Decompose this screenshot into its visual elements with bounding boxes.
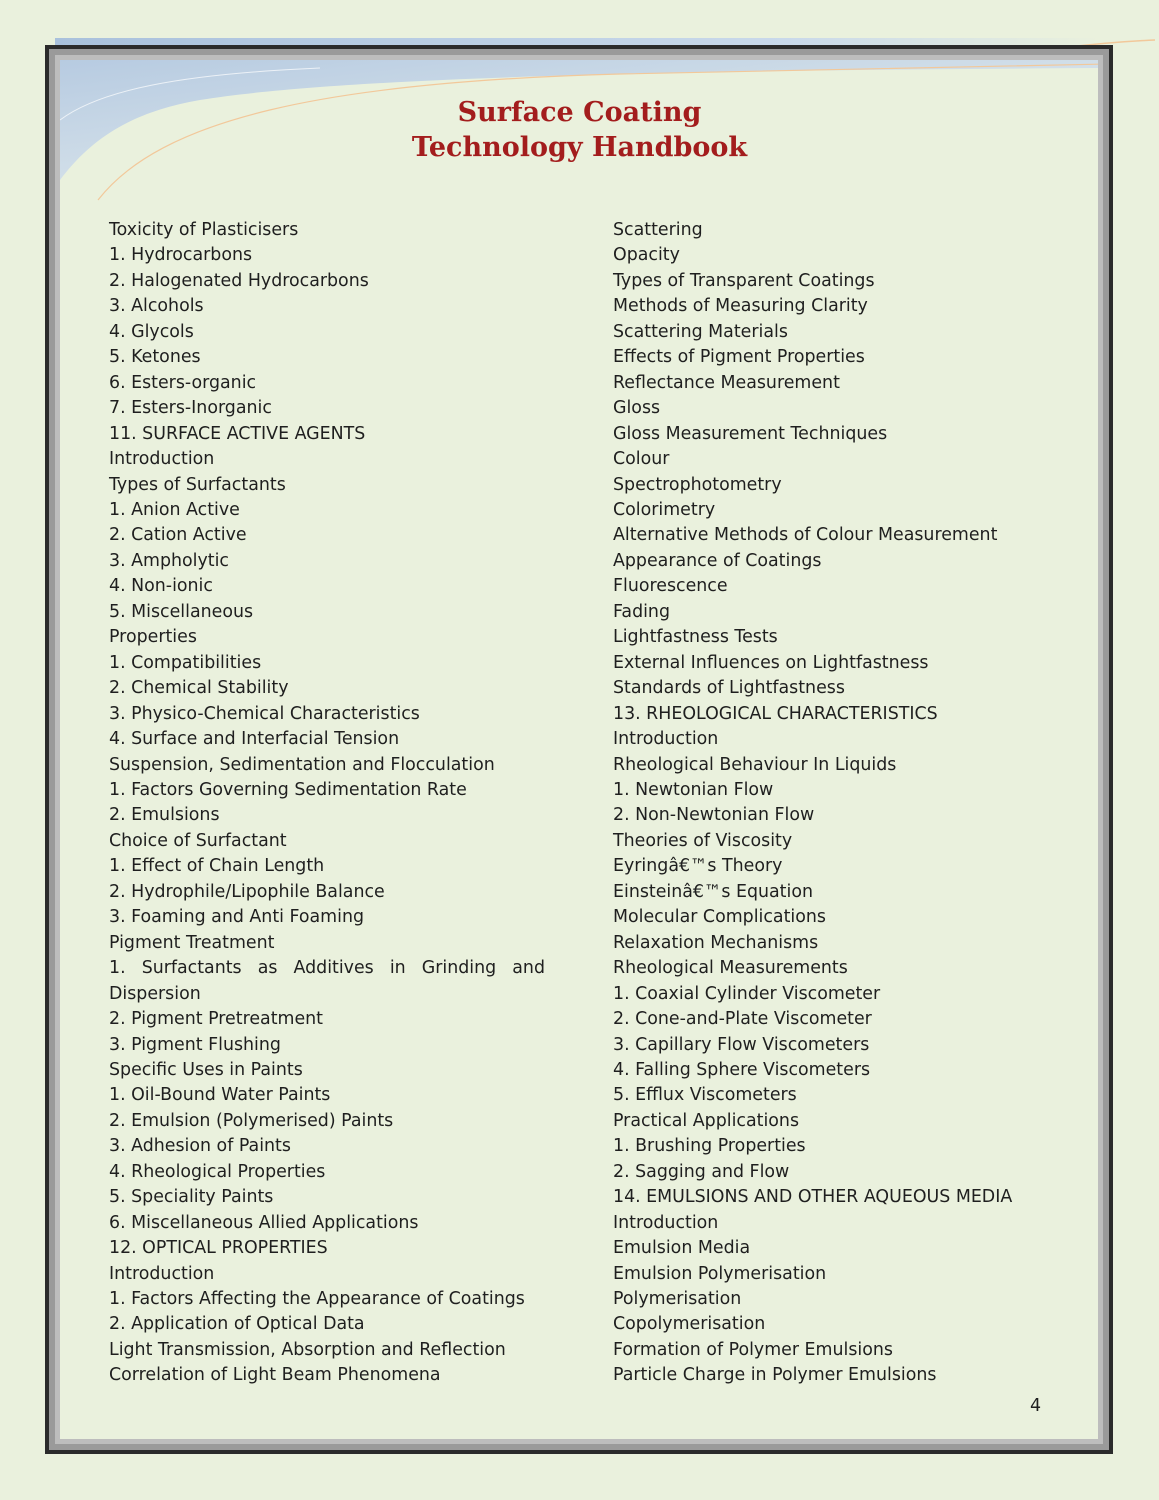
- title-line-1: Surface Coating: [457, 97, 702, 128]
- toc-entry: Suspension, Sedimentation and Flocculation: [109, 754, 495, 775]
- page-title: [0, 95, 1159, 165]
- toc-entry: 1. Effect of Chain Length: [109, 856, 325, 877]
- title-line-2: Technology Handbook: [411, 132, 748, 163]
- toc-entry: 1. Compatibilities: [109, 652, 262, 673]
- toc-entry: Toxicity of Plasticisers: [109, 220, 299, 240]
- toc-entry: 1. Coaxial Cylinder Viscometer: [613, 983, 881, 1004]
- toc-entry: 4. Surface and Interfacial Tension: [109, 729, 400, 750]
- toc-entry: Appearance of Coatings: [613, 550, 822, 571]
- toc-entry: Fading: [613, 601, 670, 622]
- toc-entry: 4. Non-ionic: [109, 576, 213, 597]
- toc-entry: Introduction: [613, 1212, 719, 1233]
- toc-entry: Properties: [109, 627, 197, 648]
- toc-entry: 5. Efflux Viscometers: [613, 1085, 797, 1106]
- toc-entry: 1. Newtonian Flow: [613, 779, 774, 800]
- toc-entry: 7. Esters-Inorganic: [109, 398, 272, 419]
- toc-entry: 2. Pigment Pretreatment: [109, 1009, 323, 1030]
- toc-entry: Copolymerisation: [613, 1314, 766, 1335]
- toc-entry: Introduction: [109, 449, 215, 470]
- toc-entry: 2. Sagging and Flow: [613, 1161, 790, 1182]
- toc-entry: 13. RHEOLOGICAL CHARACTERISTICS: [613, 703, 938, 724]
- toc-left-column: [109, 218, 545, 1389]
- toc-entry: 1. Oil-Bound Water Paints: [109, 1085, 331, 1106]
- toc-entry: Practical Applications: [613, 1110, 800, 1131]
- toc-entry: 2. Cation Active: [109, 525, 247, 546]
- toc-entry: Introduction: [613, 729, 719, 750]
- toc-entry: Colour: [613, 449, 670, 470]
- toc-entry: Opacity: [613, 245, 680, 266]
- toc-entry: 5. Ketones: [109, 347, 201, 368]
- toc-entry: Types of Surfactants: [109, 474, 286, 495]
- toc-entry: Molecular Complications: [613, 907, 826, 928]
- toc-entry: 2. Emulsion (Polymerised) Paints: [109, 1110, 394, 1131]
- toc-entry: Particle Charge in Polymer Emulsions: [613, 1365, 937, 1386]
- toc-entry: Scattering Materials: [613, 321, 788, 342]
- toc-entry: 3. Ampholytic: [109, 550, 229, 571]
- toc-entry: Polymerisation: [613, 1289, 742, 1310]
- toc-entry: Eyringâ€™s Theory: [613, 856, 783, 877]
- toc-entry: Emulsion Media: [613, 1238, 751, 1259]
- toc-entry: 4. Rheological Properties: [109, 1161, 326, 1182]
- toc-entry: 11. SURFACE ACTIVE AGENTS: [109, 423, 366, 444]
- toc-entry: Rheological Behaviour In Liquids: [613, 754, 897, 775]
- toc-entry: 5. Speciality Paints: [109, 1187, 274, 1208]
- toc-entry: Gloss Measurement Techniques: [613, 423, 888, 444]
- toc-entry: External Influences on Lightfastness: [613, 652, 929, 673]
- toc-entry: 3. Capillary Flow Viscometers: [613, 1034, 870, 1055]
- toc-entry: 4. Falling Sphere Viscometers: [613, 1059, 871, 1080]
- toc-entry: Pigment Treatment: [109, 932, 275, 953]
- toc-entry: 3. Adhesion of Paints: [109, 1136, 291, 1157]
- toc-entry: Correlation of Light Beam Phenomena: [109, 1365, 441, 1386]
- toc-entry: Effects of Pigment Properties: [613, 347, 865, 368]
- toc-entry: Theories of Viscosity: [613, 830, 793, 851]
- toc-entry: 3. Physico-Chemical Characteristics: [109, 703, 420, 724]
- toc-entry: 3. Alcohols: [109, 296, 204, 317]
- toc-entry: 1. Factors Affecting the Appearance of Coatings: [109, 1289, 525, 1310]
- toc-entry: 5. Miscellaneous: [109, 601, 254, 622]
- page-number: 4: [1030, 1396, 1042, 1416]
- toc-entry: Light Transmission, Absorption and Reflection: [109, 1339, 506, 1360]
- toc-entry: Emulsion Polymerisation: [613, 1263, 827, 1284]
- toc-entry: Scattering: [613, 220, 703, 240]
- toc-entry: Colorimetry: [613, 499, 716, 520]
- toc-entry: 1. Surfactants as Additives in Grinding and Dispersion: [109, 958, 545, 1004]
- toc-entry: Types of Transparent Coatings: [613, 270, 875, 291]
- toc-entry: 14. EMULSIONS AND OTHER AQUEOUS MEDIA: [613, 1187, 1013, 1208]
- toc-entry: Lightfastness Tests: [613, 627, 778, 648]
- toc-entry: Rheological Measurements: [613, 958, 848, 979]
- toc-entry: Relaxation Mechanisms: [613, 932, 819, 953]
- toc-entry: 2. Non-Newtonian Flow: [613, 805, 815, 826]
- toc-entry: 1. Anion Active: [109, 499, 240, 520]
- toc-entry: Spectrophotometry: [613, 474, 782, 495]
- toc-entry: 2. Application of Optical Data: [109, 1314, 365, 1335]
- toc-entry: Choice of Surfactant: [109, 830, 287, 851]
- toc-entry: 2. Halogenated Hydrocarbons: [109, 270, 369, 291]
- toc-entry: Methods of Measuring Clarity: [613, 296, 868, 317]
- toc-entry: Fluorescence: [613, 576, 728, 597]
- toc-entry: Specific Uses in Paints: [109, 1059, 303, 1080]
- toc-entry: 2. Chemical Stability: [109, 678, 289, 699]
- toc-entry: Formation of Polymer Emulsions: [613, 1339, 893, 1360]
- toc-entry: Reflectance Measurement: [613, 372, 840, 393]
- toc-entry: Einsteinâ€™s Equation: [613, 881, 813, 902]
- toc-entry: 2. Hydrophile/Lipophile Balance: [109, 881, 385, 902]
- toc-entry: 6. Esters-organic: [109, 372, 257, 393]
- toc-entry: 6. Miscellaneous Allied Applications: [109, 1212, 419, 1233]
- toc-entry: 12. OPTICAL PROPERTIES: [109, 1238, 328, 1259]
- toc-entry: Standards of Lightfastness: [613, 678, 845, 699]
- toc-entry: 1. Hydrocarbons: [109, 245, 253, 266]
- toc-entry: Gloss: [613, 398, 661, 419]
- toc-entry: 3. Pigment Flushing: [109, 1034, 281, 1055]
- toc-right-column: [613, 218, 1043, 1389]
- toc-entry: 2. Emulsions: [109, 805, 220, 826]
- toc-entry: 2. Cone-and-Plate Viscometer: [613, 1009, 872, 1030]
- toc-entry: 4. Glycols: [109, 321, 194, 342]
- toc-entry: 3. Foaming and Anti Foaming: [109, 907, 365, 928]
- toc-entry: Introduction: [109, 1263, 215, 1284]
- toc-entry: 1. Factors Governing Sedimentation Rate: [109, 779, 467, 800]
- toc-entry: Alternative Methods of Colour Measurement: [613, 525, 998, 546]
- toc-entry: 1. Brushing Properties: [613, 1136, 806, 1157]
